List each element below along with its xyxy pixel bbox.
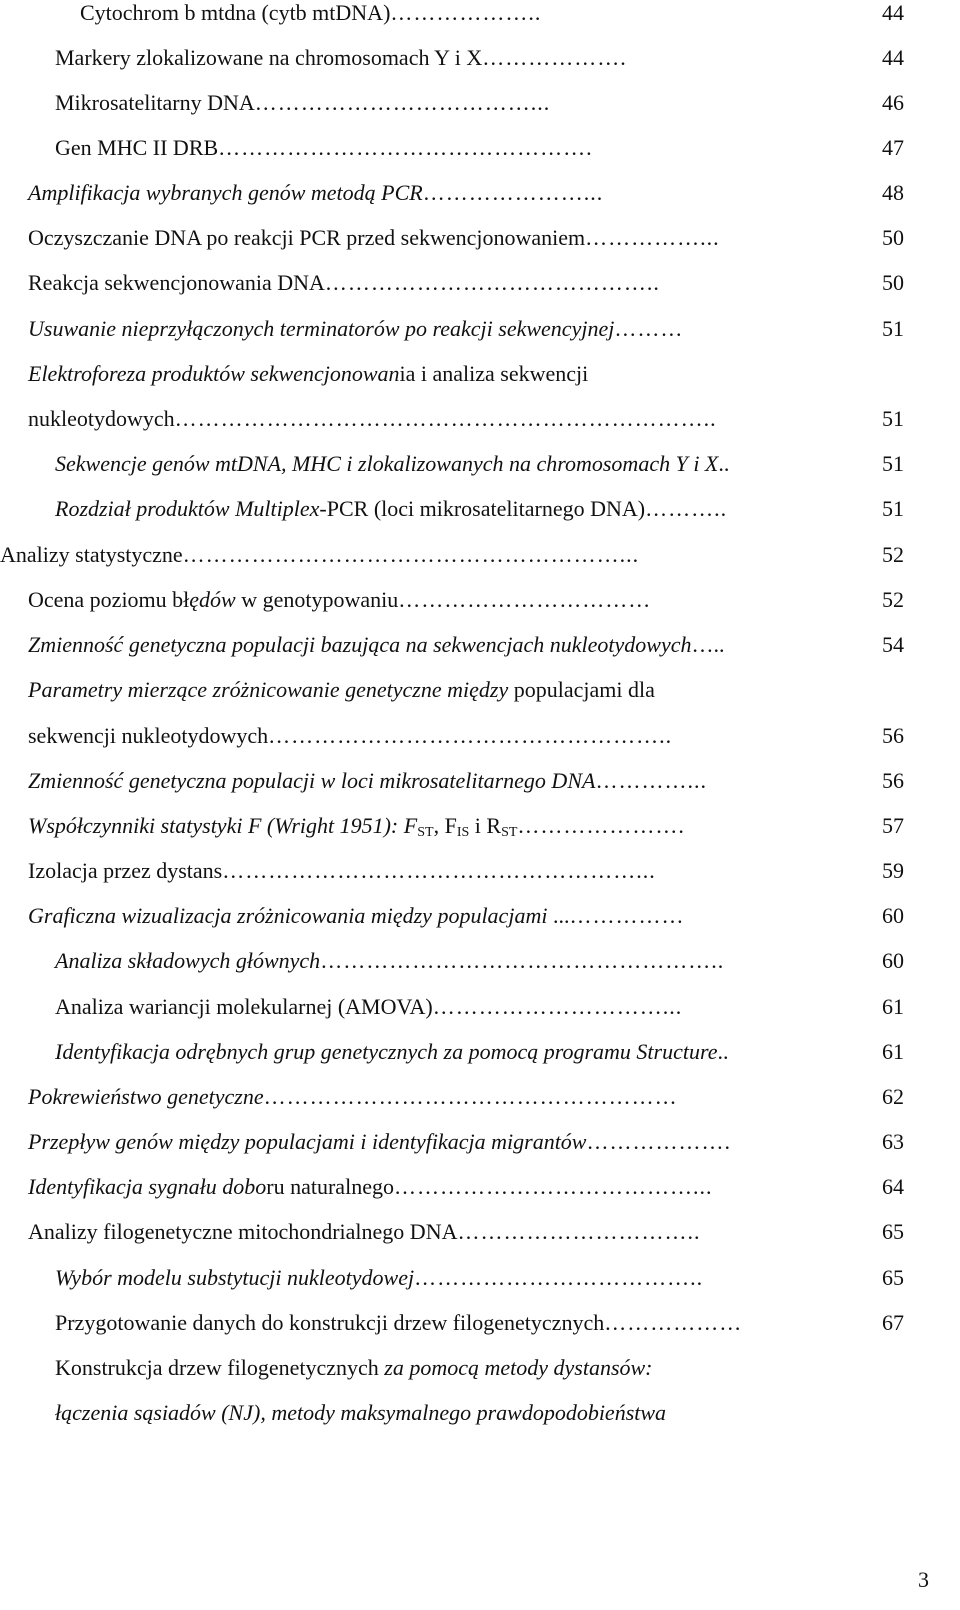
dot-leader: ………………………….. <box>457 1219 701 1244</box>
toc-entry-title <box>28 1174 394 1199</box>
toc-entry-text: Współczynniki statystyki F (Wright 1951): <box>28 813 404 838</box>
toc-entry-text: Ocena poziomu bł <box>28 587 190 612</box>
toc-entry-text: ędów <box>189 587 236 612</box>
toc-page-number: 51 <box>882 316 904 341</box>
toc-entry-text: Izolacja przez dystans <box>28 858 223 883</box>
toc-page-number: 60 <box>882 903 904 928</box>
dot-leader: ………………………………... <box>254 90 551 115</box>
toc-page-number: 57 <box>882 813 904 838</box>
page-number: 3 <box>918 1567 929 1592</box>
subscript: ST <box>501 825 518 840</box>
toc-entry-title <box>55 1400 666 1425</box>
toc-page-number: 50 <box>882 270 904 295</box>
toc-page-number: 51 <box>882 451 904 476</box>
toc-entry-text: ... <box>547 903 570 928</box>
toc-entry[interactable] <box>28 263 960 303</box>
toc-entry[interactable] <box>55 1393 960 1433</box>
toc-entry[interactable] <box>55 128 960 168</box>
toc-entry-title <box>28 587 398 612</box>
toc-entry[interactable] <box>55 444 960 484</box>
dot-leader: …………………………………………. <box>218 135 593 160</box>
toc-entry-text: ru naturalnego <box>266 1174 394 1199</box>
toc-entry-text: Przygotowanie danych do konstrukcji drzew filogenetycznych <box>55 1310 605 1335</box>
toc-entry[interactable] <box>28 625 960 665</box>
toc-entry-text: populacjami dla <box>513 677 655 702</box>
toc-entry[interactable] <box>28 1122 960 1162</box>
toc-entry-text: , F <box>433 813 457 838</box>
dot-leader: ……………………………….. <box>414 1265 704 1290</box>
toc-entry[interactable] <box>28 851 960 891</box>
toc-entry[interactable] <box>28 399 960 439</box>
toc-page-number: 50 <box>882 225 904 250</box>
toc-entry-text: Pokrewieństwo genetyczne <box>28 1084 264 1109</box>
toc-entry-text: Graficzna wizualizacja zróżnicowania między populacjami <box>28 903 548 928</box>
dot-leader: ………………. <box>586 1129 731 1154</box>
toc-entry[interactable] <box>55 1303 960 1343</box>
toc-entry[interactable] <box>28 1212 960 1252</box>
toc-entry[interactable] <box>28 761 960 801</box>
toc-entry[interactable] <box>0 535 960 575</box>
toc-entry-text: w genotypowaniu <box>235 587 399 612</box>
toc-entry-text: .. <box>717 1039 729 1064</box>
toc-entry-text: Wybór modelu substytucji nukleotydowej <box>55 1265 415 1290</box>
toc-entry[interactable] <box>28 354 960 394</box>
toc-entry-title <box>55 1355 653 1380</box>
toc-entry-title <box>55 994 433 1019</box>
toc-entry-title <box>28 903 569 928</box>
toc-entry[interactable] <box>28 580 960 620</box>
dot-leader: …………………………... <box>432 994 683 1019</box>
toc-entry[interactable] <box>55 1258 960 1298</box>
toc-entry-title <box>55 135 218 160</box>
toc-entry-title <box>28 1084 264 1109</box>
toc-entry-title <box>55 1310 604 1335</box>
dot-leader: ……………………………………………… <box>263 1084 678 1109</box>
toc-entry-text: Cytochrom b mtdna (cytb mtDNA) <box>80 0 391 25</box>
toc-entry-title <box>28 1219 457 1244</box>
toc-entry-text: Elektroforeza produktów sekwencjonowan <box>28 361 400 386</box>
dot-leader: ……… <box>614 316 684 341</box>
toc-page-number: 44 <box>882 0 904 25</box>
toc-page-number: 51 <box>882 496 904 521</box>
toc-entry[interactable] <box>55 987 960 1027</box>
toc-entry-text: F <box>403 813 418 838</box>
toc-entry-title <box>28 677 655 702</box>
dot-leader: …………………………………………….. <box>320 948 725 973</box>
toc-entry-title <box>28 225 585 250</box>
toc-entry-title <box>55 45 482 70</box>
toc-entry-text: Gen MHC II DRB <box>55 135 219 160</box>
toc-entry-text: za pomocą metody dystansów: <box>384 1355 653 1380</box>
toc-entry-text: i R <box>469 813 502 838</box>
toc-page-number: 67 <box>882 1310 904 1335</box>
toc-entry-title <box>80 0 390 25</box>
toc-entry-title <box>28 316 614 341</box>
toc-entry[interactable] <box>28 1167 960 1207</box>
toc-entry-title <box>55 1039 728 1064</box>
subscript: IS <box>456 825 470 840</box>
dot-leader: …………………………… <box>398 587 652 612</box>
toc-entry-title <box>28 768 595 793</box>
toc-entry[interactable] <box>28 806 960 846</box>
toc-entry-title <box>55 1265 414 1290</box>
toc-page-number: 65 <box>882 1265 904 1290</box>
dot-leader: …………... <box>595 768 707 793</box>
toc-entry-text: Rozdział produktów <box>55 496 236 521</box>
toc-entry-title <box>28 858 222 883</box>
toc-entry-title <box>28 723 268 748</box>
toc-entry-text: Parametry mierzące zróżnicowanie genetyczne między <box>28 677 514 702</box>
toc-page-number: 56 <box>882 723 904 748</box>
dot-leader: …………………. <box>517 813 685 838</box>
toc-entry-text: łączenia sąsiadów (NJ), metody maksymalnego prawdopodobieństwa <box>55 1400 667 1425</box>
toc-entry-text: Identyfikacja sygnału dobo <box>28 1174 267 1199</box>
toc-entry-text: Reakcja sekwencjonowania DNA <box>28 270 325 295</box>
toc-entry[interactable] <box>80 0 960 33</box>
toc-entry-text: Analizy statystyczne <box>0 542 183 567</box>
toc-page-number: 61 <box>882 1039 904 1064</box>
toc-entry-text: Zmienność genetyczna populacji w loci mikrosatelitarnego DNA <box>28 768 596 793</box>
toc-page-number: 52 <box>882 542 904 567</box>
dot-leader: ………………. <box>482 45 627 70</box>
toc-entry[interactable] <box>28 716 960 756</box>
toc-entry-title <box>55 496 645 521</box>
toc-entry[interactable] <box>55 489 960 529</box>
toc-entry-text: Konstrukcja drzew filogenetycznych <box>55 1355 385 1380</box>
toc-entry[interactable] <box>28 896 960 936</box>
dot-leader: …………………………………... <box>393 1174 713 1199</box>
toc-entry[interactable] <box>28 309 960 349</box>
toc-entry-title <box>55 90 255 115</box>
toc-entry-text: Amplifikacja wybranych genów metodą PCR <box>28 180 423 205</box>
toc-page-number: 47 <box>882 135 904 160</box>
toc-entry-title <box>55 451 729 476</box>
toc-entry-text: sekwencji nukleotydowych <box>28 723 269 748</box>
toc-entry-text: Sekwencje genów mtDNA, MHC i zlokalizowanych na chromosomach Y i X <box>55 451 719 476</box>
toc-entry-title <box>28 361 588 386</box>
toc-entry-text: Przepływ genów między populacjami i identyfikacja migrantów <box>28 1129 587 1154</box>
toc-entry-title <box>28 180 423 205</box>
toc-page-number: 62 <box>882 1084 904 1109</box>
toc-entry[interactable] <box>55 1348 960 1388</box>
toc-entry-text: Zmienność genetyczna populacji bazująca na sekwencjach nukleotydowych <box>28 632 692 657</box>
toc-entry-text: ia i analiza sekwencji <box>399 361 589 386</box>
toc-page-number: 65 <box>882 1219 904 1244</box>
dot-leader: ……………… <box>604 1310 743 1335</box>
toc-entry[interactable] <box>55 941 960 981</box>
toc-entry[interactable] <box>28 1077 960 1117</box>
toc-entry-title <box>28 270 325 295</box>
toc-entry[interactable] <box>55 83 960 123</box>
toc-entry-title <box>28 813 517 838</box>
toc-page-number: 46 <box>882 90 904 115</box>
toc-page-number: 63 <box>882 1129 904 1154</box>
toc-entry[interactable] <box>28 670 960 710</box>
toc-entry-text: Markery zlokalizowane na chromosomach Y i X <box>55 45 483 70</box>
toc-entry-text: Analiza składowych głównych <box>55 948 321 973</box>
toc-page-number: 59 <box>882 858 904 883</box>
dot-leader: …………………………………….. <box>324 270 660 295</box>
toc-entry-title <box>0 542 183 567</box>
toc-entry-text: Structure <box>636 1039 718 1064</box>
toc-entry-text: -PCR (loci mikrosatelitarnego DNA) <box>319 496 646 521</box>
dot-leader: ……………….. <box>390 0 542 25</box>
toc-page-number: 61 <box>882 994 904 1019</box>
dot-leader: …………………... <box>422 180 604 205</box>
toc-entry-text: .. <box>718 451 730 476</box>
dot-leader: ……….. <box>645 496 728 521</box>
toc-entry-text: Analiza wariancji molekularnej (AMOVA) <box>55 994 433 1019</box>
subscript: ST <box>417 825 434 840</box>
toc-page-number: 52 <box>882 587 904 612</box>
dot-leader: ……………... <box>585 225 720 250</box>
toc-entry-text: Usuwanie nieprzyłączonych terminatorów po reakcji sekwencyjnej <box>28 316 615 341</box>
toc-entry[interactable] <box>55 38 960 78</box>
dot-leader: …………………………………………………………….. <box>174 406 717 431</box>
toc-entry-title <box>28 1129 586 1154</box>
toc-page-number: 48 <box>882 180 904 205</box>
toc-entry-text: Oczyszczanie DNA po reakcji PCR przed sekwencjonowaniem <box>28 225 586 250</box>
toc-entry[interactable] <box>28 218 960 258</box>
toc-page-number: 60 <box>882 948 904 973</box>
toc-page-number: 56 <box>882 768 904 793</box>
dot-leader: …………………………………………….. <box>268 723 673 748</box>
toc-page-number: 54 <box>882 632 904 657</box>
dot-leader: …………… <box>569 903 685 928</box>
dot-leader: ………………………………………………... <box>222 858 656 883</box>
dot-leader: …………………………………………………... <box>182 542 640 567</box>
toc-entry-title <box>55 948 320 973</box>
toc-entry-text: nukleotydowych <box>28 406 175 431</box>
toc-entry[interactable] <box>55 1032 960 1072</box>
toc-page-number: 44 <box>882 45 904 70</box>
toc-entry-text: Multiplex <box>235 496 320 521</box>
toc-entry-text: ….. <box>691 632 725 657</box>
toc-entry-text: Analizy filogenetyczne mitochondrialnego DNA <box>28 1219 458 1244</box>
toc-entry-title <box>28 406 175 431</box>
toc-entry-title <box>28 632 725 657</box>
toc-entry-text: Identyfikacja odrębnych grup genetycznych za pomocą programu <box>55 1039 637 1064</box>
toc-page-number: 51 <box>882 406 904 431</box>
toc-entry[interactable] <box>28 173 960 213</box>
toc-entry-text: Mikrosatelitarny DNA <box>55 90 255 115</box>
toc-page-number: 64 <box>882 1174 904 1199</box>
